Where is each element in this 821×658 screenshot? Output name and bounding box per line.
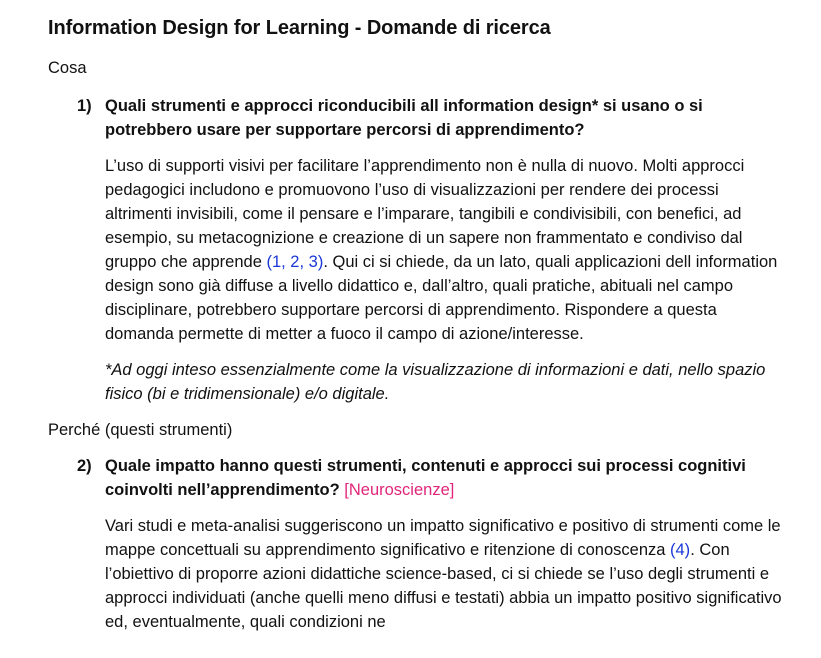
question-1-text: Quali strumenti e approcci riconducibili all information design* si usano o si potrebbero usare per supportare percorsi di apprendimento? [105, 97, 703, 139]
reference-link-1-2-3[interactable]: (1, 2, 3) [266, 253, 324, 271]
paragraph-1 [48, 154, 788, 346]
question-1-number: 1) [77, 97, 92, 115]
question-1 [48, 94, 788, 142]
document-page [48, 14, 788, 634]
footnote: *Ad oggi inteso essenzialmente come la visualizzazione di informazioni e dati, nello spazio fisico (bi e tridimensionale) e/o digitale. [105, 361, 766, 403]
paragraph-1-text-a: L’uso di supporti visivi per facilitare l’apprendimento non è nulla di nuovo. Molti approcci pedagogici includono e promuovono l’uso di visualizzazioni per rendere dei processi altrimenti invisibili, come il pensare e l’imparare, tangibili e condivisibili, con benefici, ad esempio, su metacognizione e creazione di un sapere non frammentato e condiviso dal gruppo che apprende [105, 157, 745, 271]
question-2-number: 2) [77, 457, 92, 475]
question-2-text [105, 454, 788, 502]
section-label-cosa: Cosa [48, 59, 87, 77]
section-label-perche: Perché (questi strumenti) [48, 421, 233, 439]
paragraph-2-text-a: Vari studi e meta-analisi suggeriscono un impatto significativo e positivo di strumenti come le mappe concettuali su apprendimento significativo e ritenzione di conoscenza [105, 517, 781, 559]
document-title: Information Design for Learning - Domande di ricerca [48, 17, 551, 39]
paragraph-1-text-b: . Qui ci si chiede, da un lato, quali applicazioni dell information design sono già diffuse a livello didattico e, dall’altro, quali pratiche, abituali nel campo disciplinare, potrebbero supportare percorsi di apprendimento. Rispondere a questa domanda permette di metter a fuoco il campo di azione/interesse. [105, 253, 778, 343]
paragraph-2 [48, 514, 788, 634]
question-2 [48, 454, 788, 502]
question-2-text-main: Quale impatto hanno questi strumenti, contenuti e approcci sui processi cognitivi coinvolti nell’apprendimento? [105, 457, 746, 499]
paragraph-2-text-b: . Con l’obiettivo di proporre azioni didattiche science-based, ci si chiede se l’uso degli strumenti e approcci individuati (anche quelli meno diffusi e testati) abbia un impatto positivo significativo ed, eventualmente, quali condizioni ne [105, 541, 782, 631]
neuroscienze-tag: [Neuroscienze] [344, 481, 455, 499]
reference-link-4[interactable]: (4) [670, 541, 691, 559]
